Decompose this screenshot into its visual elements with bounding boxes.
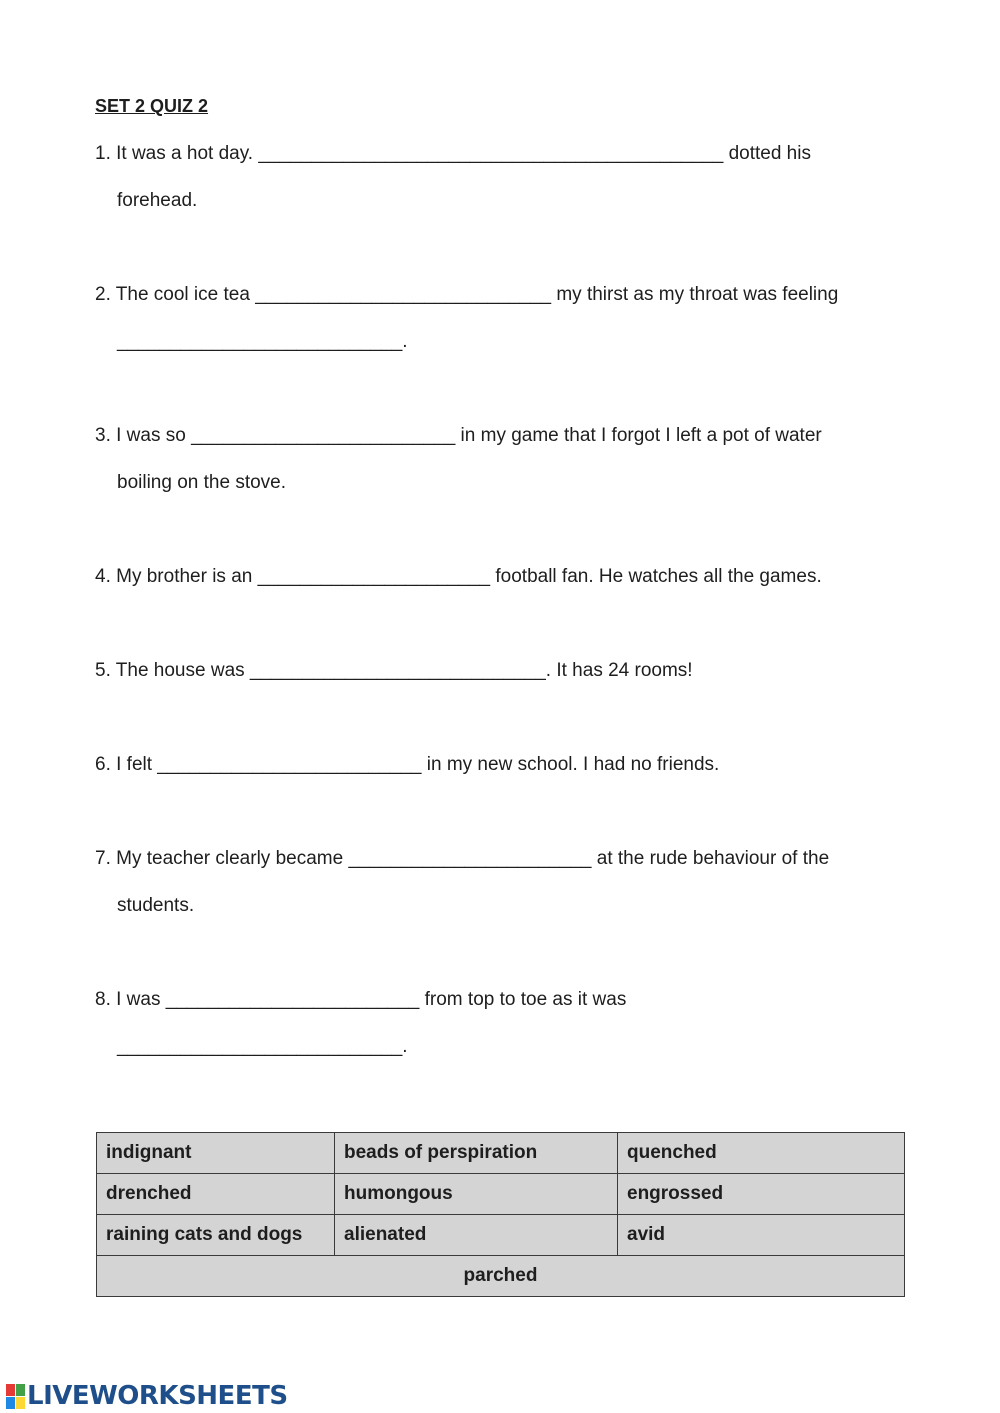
question-7-line-2: students. [117, 895, 195, 916]
word-bank-row [97, 1133, 905, 1174]
word-bank-cell: humongous [335, 1174, 618, 1215]
liveworksheets-logo-icon [6, 1384, 25, 1409]
word-bank-cell: engrossed [618, 1174, 905, 1215]
question-3-line-2: boiling on the stove. [117, 472, 287, 493]
question-8-line-2: ___________________________. [117, 1036, 408, 1057]
word-bank-cell: quenched [618, 1133, 905, 1174]
question-2-line-1: 2. The cool ice tea ____________________________ my thirst as my throat was feeling [95, 284, 839, 305]
question-4-line-1: 4. My brother is an ______________________ football fan. He watches all the games. [95, 566, 822, 587]
question-2-line-2: ___________________________. [117, 331, 408, 352]
word-bank-cell: drenched [97, 1174, 335, 1215]
word-bank-table [96, 1132, 905, 1297]
question-5-line-1: 5. The house was ____________________________. It has 24 rooms! [95, 660, 693, 681]
logo-text: LIVEWORKSHEETS [27, 1381, 288, 1411]
word-bank-cell: raining cats and dogs [97, 1215, 335, 1256]
word-bank-cell: alienated [335, 1215, 618, 1256]
word-bank-cell: indignant [97, 1133, 335, 1174]
question-3-line-1: 3. I was so _________________________ in my game that I forgot I left a pot of water [95, 425, 822, 446]
question-1-line-2: forehead. [117, 190, 198, 211]
question-7-line-1: 7. My teacher clearly became _______________________ at the rude behaviour of the [95, 848, 830, 869]
question-1-line-1: 1. It was a hot day. ____________________________________________ dotted his [95, 143, 811, 164]
word-bank-row [97, 1215, 905, 1256]
word-bank-cell: beads of perspiration [335, 1133, 618, 1174]
question-8-line-1: 8. I was ________________________ from top to toe as it was [95, 989, 627, 1010]
word-bank-cell-parched: parched [97, 1256, 905, 1297]
word-bank-cell: avid [618, 1215, 905, 1256]
word-bank-row [97, 1256, 905, 1297]
page-title: SET 2 QUIZ 2 [95, 96, 209, 116]
liveworksheets-logo [6, 1381, 288, 1411]
question-6-line-1: 6. I felt _________________________ in my new school. I had no friends. [95, 754, 720, 775]
word-bank-row [97, 1174, 905, 1215]
